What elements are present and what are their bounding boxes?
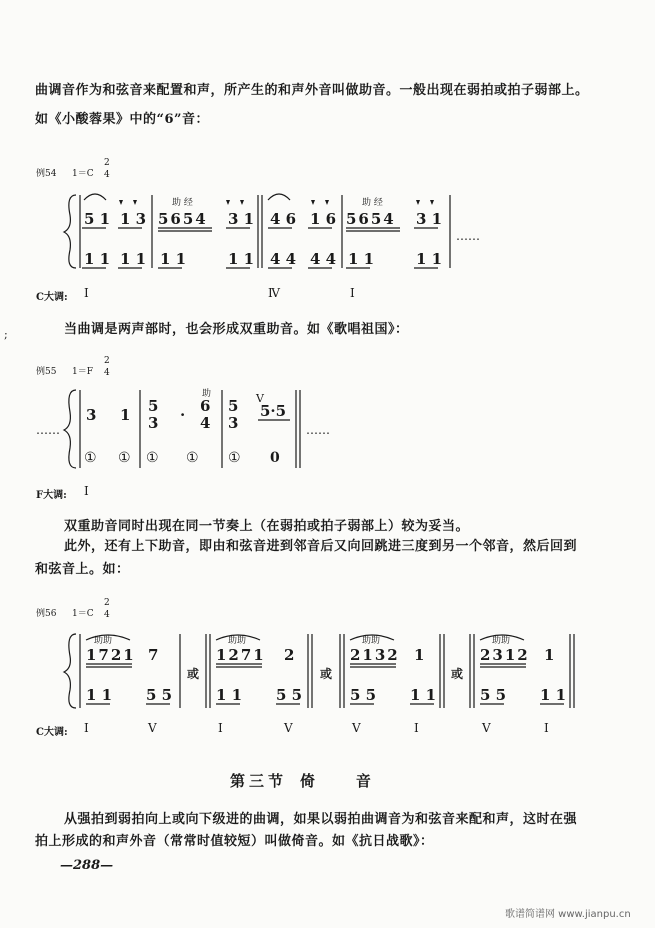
example55-lead: …… bbox=[36, 423, 60, 437]
example56-bass-note: 5 5 bbox=[146, 686, 173, 704]
example54-roman: I bbox=[350, 286, 355, 300]
example55-annotation: 助 bbox=[202, 389, 212, 399]
example54-note: 3 1 bbox=[228, 210, 255, 228]
paragraph-2: 当曲调是两声部时，也会形成双重助音。如《歌唱祖国》： bbox=[64, 322, 409, 337]
example56-label: 例56 bbox=[36, 609, 57, 619]
example56-or: 或 bbox=[320, 667, 333, 681]
example54-key: 1＝C bbox=[72, 169, 94, 179]
example55-bass-note: ① bbox=[118, 450, 131, 466]
example54-bass-note: 1 1 bbox=[120, 250, 147, 268]
example54-bass-note: 4 4 bbox=[310, 250, 337, 268]
example55-note: · bbox=[180, 406, 186, 424]
intro-line-1: 曲调音作为和弦音来配置和声，所产生的和声外音叫做助音。一般出现在弱拍或拍子弱部上。 bbox=[35, 83, 589, 98]
example56-bass-note: 1 1 bbox=[410, 686, 437, 704]
intro-line-2: 如《小酸蓉果》中的“6”音： bbox=[35, 112, 210, 127]
example55-key: 1＝F bbox=[72, 367, 93, 377]
paragraph-4-line-2: 和弦音上。如： bbox=[35, 562, 130, 577]
example54-roman: Ⅳ bbox=[268, 286, 280, 300]
example56-annotation: 助助 bbox=[228, 636, 247, 646]
example56-key: 1＝C bbox=[72, 609, 94, 619]
example54-annotation: 助 经 bbox=[172, 198, 193, 208]
example56-bass-note: 1 1 bbox=[216, 686, 243, 704]
example56-bass-note: 1 1 bbox=[86, 686, 113, 704]
example56-annotation: 助助 bbox=[492, 636, 511, 646]
example55-bass-note: ① bbox=[186, 450, 199, 466]
example55-key-label: F大调: bbox=[36, 490, 67, 501]
example56-or: 或 bbox=[187, 667, 200, 681]
example55-note: 1 bbox=[120, 406, 131, 424]
example56-note: 1 bbox=[544, 646, 555, 664]
example56-roman: V bbox=[352, 721, 361, 735]
example56-note: 1 bbox=[414, 646, 425, 664]
example54-bass-note: 1 1 bbox=[348, 250, 375, 268]
example55-label: 例55 bbox=[36, 367, 57, 377]
example56-roman: I bbox=[218, 721, 223, 735]
example55-bass-note: ① bbox=[228, 450, 241, 466]
example55-note: 3 bbox=[228, 414, 239, 432]
section-number: 第三节 bbox=[230, 772, 288, 790]
example54-bass-note: 1 1 bbox=[228, 250, 255, 268]
example56-roman: V bbox=[284, 721, 293, 735]
example54-note: 5654 bbox=[346, 210, 396, 228]
example54-ts-top: 2 bbox=[104, 158, 110, 168]
example55-note: 4 bbox=[200, 414, 211, 432]
example56-bass-note: 1 1 bbox=[540, 686, 567, 704]
example55-ts-top: 2 bbox=[104, 356, 110, 366]
example56-bass-note: 5 5 bbox=[350, 686, 377, 704]
example56-note: 1721 bbox=[86, 646, 136, 664]
example56-note: 7 bbox=[148, 646, 159, 664]
example54-note: 1 3 bbox=[120, 210, 147, 228]
example56-note: 2 bbox=[284, 646, 295, 664]
example55-note: 5 bbox=[148, 397, 159, 415]
example56-roman: I bbox=[84, 721, 89, 735]
section-title: 倚 音 bbox=[300, 772, 375, 790]
example55-note: 6 bbox=[200, 397, 211, 415]
example54-note: 5654 bbox=[158, 210, 208, 228]
example54-label: 例54 bbox=[36, 169, 57, 179]
paragraph-3: 双重助音同时出现在同一节奏上（在弱拍或拍子弱部上）较为妥当。 bbox=[64, 519, 470, 534]
example54-bass-note: 1 1 bbox=[160, 250, 187, 268]
example56-bass-note: 5 5 bbox=[480, 686, 507, 704]
example55-note: 5 bbox=[228, 397, 239, 415]
example54-key-label: C大调: bbox=[36, 292, 68, 303]
example54-note: 3 1 bbox=[416, 210, 443, 228]
example56-annotation: 助助 bbox=[94, 636, 113, 646]
example56-roman: V bbox=[148, 721, 157, 735]
example56-or: 或 bbox=[451, 667, 464, 681]
paragraph-5-line-1: 从强拍到弱拍向上或向下级进的曲调，如果以弱拍曲调音为和弦音来配和声，这时在强 bbox=[64, 812, 578, 827]
example54-annotation: 助 经 bbox=[362, 198, 383, 208]
example54-continuation: …… bbox=[456, 229, 480, 243]
example56-roman: I bbox=[544, 721, 549, 735]
example54-note: 1 6 bbox=[310, 210, 337, 228]
example56-brace bbox=[64, 634, 76, 708]
example54-note: 4 6 bbox=[270, 210, 297, 228]
example55-bass-note: ① bbox=[146, 450, 159, 466]
example55-continuation: …… bbox=[306, 423, 330, 437]
example56-ts-top: 2 bbox=[104, 598, 110, 608]
example55-note: 3 bbox=[86, 406, 97, 424]
example54-note: 5 1 bbox=[84, 210, 111, 228]
example56-roman: I bbox=[414, 721, 419, 735]
example56-roman: V bbox=[482, 721, 491, 735]
paragraph-4-line-1: 此外，还有上下助音，即由和弦音进到邻音后又向回跳进三度到另一个邻音，然后回到 bbox=[64, 539, 578, 554]
page-number: —288— bbox=[60, 858, 114, 873]
example56-annotation: 助助 bbox=[362, 636, 381, 646]
example56-key-label: C大调: bbox=[36, 727, 68, 738]
margin-mark: ; bbox=[4, 328, 8, 341]
example55-roman: I bbox=[84, 484, 89, 498]
example54-roman: I bbox=[84, 286, 89, 300]
example54-bass-note: 1 1 bbox=[84, 250, 111, 268]
example56-bass-note: 5 5 bbox=[276, 686, 303, 704]
example54-bass-note: 4 4 bbox=[270, 250, 297, 268]
paragraph-5-line-2: 拍上形成的和声外音（常常时值较短）叫做倚音。如《抗日战歌》： bbox=[35, 834, 434, 849]
example56-note: 2132 bbox=[350, 646, 400, 664]
example55-bass-note: ① bbox=[84, 450, 97, 466]
example54-ts-bottom: 4 bbox=[104, 170, 110, 180]
example55-ts-bottom: 4 bbox=[104, 368, 110, 378]
example55-note: 3 bbox=[148, 414, 159, 432]
example56-ts-bottom: 4 bbox=[104, 610, 110, 620]
example55-accent: V bbox=[256, 392, 264, 405]
watermark: 歌谱简谱网 www.jianpu.cn bbox=[505, 909, 631, 920]
example54-bass-note: 1 1 bbox=[416, 250, 443, 268]
example55-note: 5·5 bbox=[260, 402, 287, 420]
example56-note: 1271 bbox=[216, 646, 266, 664]
example56-note: 2312 bbox=[480, 646, 530, 664]
example55-bass-note: 0 bbox=[270, 450, 280, 466]
